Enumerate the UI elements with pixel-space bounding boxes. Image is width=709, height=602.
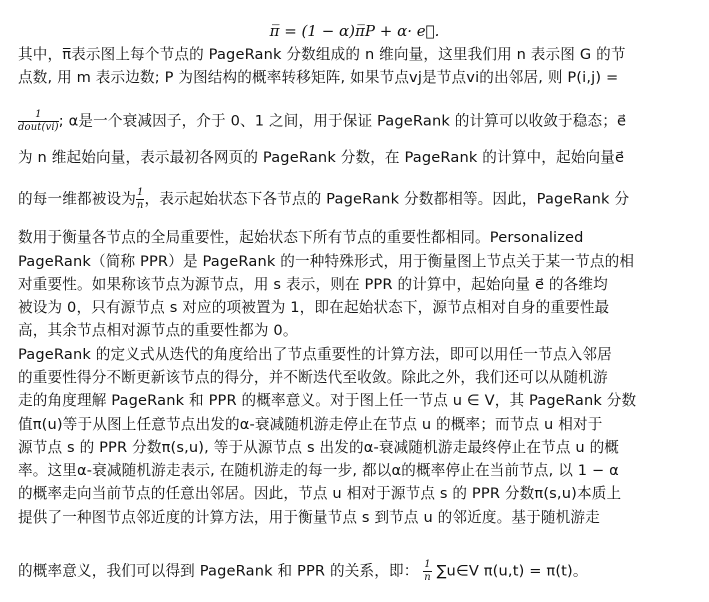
paragraph-line: PageRank（简称 PPR）是 PageRank 的一种特殊形式，用于衡量图上节点关于某一节点的相 (18, 253, 635, 270)
pagerank-formula: π̅ = (1 − α)π̅P + α· e⃗. (269, 22, 440, 40)
paragraph-line-with-fraction: 的概率意义，我们可以得到 PageRank 和 PPR 的关系，即： $\frac{1}{n}$ ∑u∈V π(u,t) = π(t)。 (18, 559, 588, 583)
paragraph-line: PageRank 的定义式从迭代的角度给出了节点重要性的计算方法，即可以用任一节点入邻居 (18, 346, 612, 363)
paragraph-line: 高，其余节点相对源节点的重要性都为 0。 (18, 322, 298, 339)
paragraph-line: 被设为 0，只有源节点 s 对应的项被置为 1，即在起始状态下，源节点相对自身的重要性最 (18, 299, 610, 316)
paragraph-line: 走的角度理解 PageRank 和 PPR 的概率意义。对于图上任一节点 u ∈ V，其 PageRank 分数 (18, 392, 637, 409)
average-fraction: $\frac{1}{n}$ (424, 559, 431, 583)
paragraph-line: 点数, 用 m 表示边数; P 为图结构的概率转移矩阵, 如果节点vj是节点vi的出邻居, 则 P(i,j) = (18, 69, 619, 86)
paragraph-line: 对重要性。如果称该节点为源节点，用 s 表示，则在 PPR 的计算中，起始向量 e⃗ 的各维均 (18, 276, 608, 293)
initial-value-fraction: $\frac{1}{n}$ (136, 187, 144, 211)
paragraph-line: 为 n 维起始向量，表示最初各网页的 PageRank 分数，在 PageRank 的计算中，起始向量e⃗ (18, 149, 625, 166)
transition-probability-fraction: $\frac{1}{\text{dout(vi)}}$ (18, 109, 59, 133)
paragraph-line: 数用于衡量各节点的全局重要性，起始状态下所有节点的重要性都相同。Personalized (18, 229, 584, 246)
paragraph-line: 值π(u)等于从图上任意节点出发的α-衰减随机游走停止在节点 u 的概率；而节点 u 相对于 (18, 416, 603, 433)
paragraph-line: 的概率走向当前节点的任意出邻居。因此，节点 u 相对于源节点 s 的 PPR 分数π(s,u)本质上 (18, 485, 622, 502)
paragraph-line-with-fraction (18, 110, 694, 133)
paragraph-line-text: ; α是一个衰减因子，介于 0、1 之间，用于保证 PageRank 的计算可以收敛于稳态；e⃗ (58, 112, 627, 130)
paragraph-line: 其中，π̅表示图上每个节点的 PageRank 分数组成的 n 维向量，这里我们用 n 表示图 G 的节 (18, 46, 626, 63)
paragraph-line: 源节点 s 的 PPR 分数π(s,u), 等于从源节点 s 出发的α-衰减随机游走最终停止在节点 u 的概 (18, 439, 620, 456)
paragraph-line: 率。这里α-衰减随机游走表示, 在随机游走的每一步, 都以α的概率停止在当前节点, 以 1 − α (18, 462, 619, 479)
paragraph-line: 提供了一种图节点邻近度的计算方法，用于衡量节点 s 到节点 u 的邻近度。基于随机游走 (18, 509, 600, 526)
paragraph-line: 的重要性得分不断更新该节点的得分，并不断迭代至收敛。除此之外，我们还可以从随机游 (18, 369, 608, 386)
paragraph-line-with-fraction: 的每一维都被设为 $\frac{1}{n}$ ，表示起始状态下各节点的 PageRank 分数都相等。因此，PageRank 分 (18, 187, 630, 211)
